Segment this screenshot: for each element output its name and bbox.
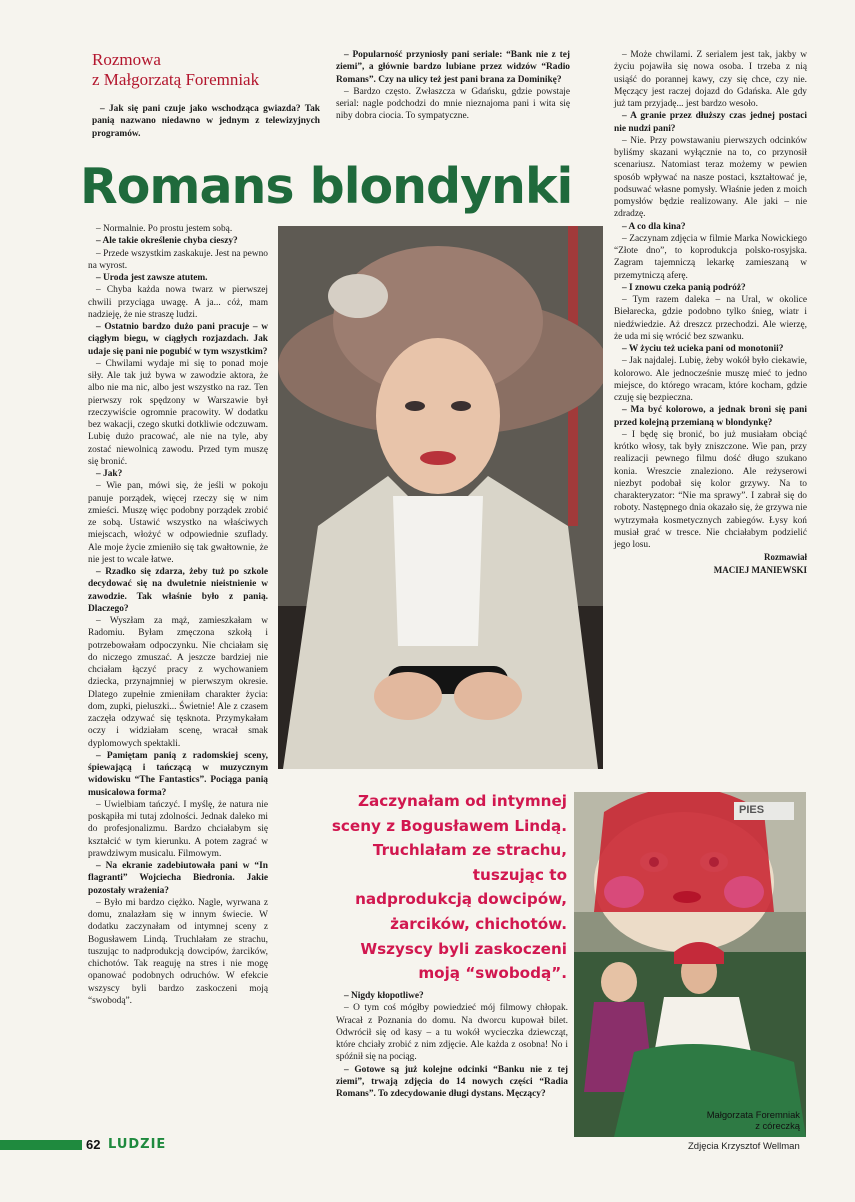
kicker-line-2: z Małgorzatą Foremniak [92, 70, 260, 89]
magazine-name: LUDZIE [108, 1137, 167, 1152]
question-paragraph: – I znowu czeka panią podróż? [622, 282, 746, 293]
article-title: Romans blondynki [80, 158, 573, 215]
answer-paragraph: – Tym razem daleka – na Ural, w okolice Biełarecka, gdzie podobno tylko śnieg, wiatr i niedźwiedzie. Aż dreszcz przechodzi. Ale wierzę, że uda mi się wrócić bez szwanku. [614, 295, 807, 342]
family-photo [574, 792, 806, 1137]
question-paragraph: – Ale takie określenie chyba cieszy? [96, 236, 238, 247]
question-paragraph: – Uroda jest zawsze atutem. [96, 273, 208, 283]
question-paragraph: – Gotowe są już kolejne odcinki “Banku nie z tej ziemi”, trwają zdjęcia do 14 nowych części “Radia Romans”. To zdecydowanie długi dystans. Męczący? [336, 1064, 568, 1099]
portrait-illustration [278, 226, 603, 769]
answer-paragraph: – Może chwilami. Z serialem jest tak, jakby w życiu pojawiła się nowa osoba. I trzeba z nią usiąść do porannej kawy, czy się chce, czy nie. Męczący jest raczej dojazd do Gdańska. Ale gdy już tam przyjadę... jest bardzo wesoło. [614, 50, 807, 109]
question-paragraph: – Ostatnio bardzo dużo pani pracuje – w ciągłym biegu, w ciągłych rozjazdach. Jak udaje się pani nie pogubić w tym wszystkim? [88, 322, 268, 357]
question-paragraph: – Jak? [96, 469, 123, 479]
photo-caption-line: Małgorzata Foremniak [706, 1109, 800, 1120]
family-illustration [574, 792, 806, 1137]
signature-author: MACIEJ MANIEWSKI [713, 564, 807, 575]
question-paragraph: – Nigdy kłopotliwe? [344, 991, 424, 1001]
question-paragraph: – Ma być kolorowo, a jednak broni się pani przed kolejną przemianą w blondynkę? [614, 405, 807, 428]
answer-paragraph: – Zaczynam zdjęcia w filmie Marka Nowickiego “Złote dno”, to koprodukcja polsko-rosyjska. Zagram tajemniczą lekarkę zamieszaną w przemytniczą aferę. [614, 233, 807, 281]
pull-quote-line: nadprodukcją dowcipów, [355, 890, 567, 909]
portrait-photo [278, 226, 603, 769]
photo-sign-text: PIES [739, 804, 765, 816]
intro-question-column [92, 103, 320, 140]
photo-caption [707, 1109, 800, 1131]
signature-label: Rozmawiał [764, 552, 807, 563]
pull-quote-line: Wszyscy byli zaskoczeni [360, 939, 567, 958]
pull-quote-line: sceny z Bogusławem Lindą. [331, 816, 567, 835]
middle-bottom-column [336, 990, 568, 1100]
photo-credit: Zdjęcia Krzysztof Wellman [688, 1141, 800, 1152]
top-middle-column [336, 49, 570, 123]
pull-quote-line: moją “swobodą”. [418, 964, 567, 983]
pull-quote [312, 789, 567, 986]
answer-paragraph: – Chyba każda nowa twarz w pierwszej chwili przyciąga uwagę. A ja... cóż, mam nadzieję, że nie straszę ludzi. [88, 285, 268, 320]
pull-quote-line: tuszując to [472, 865, 567, 884]
pull-quote-line: Zaczynałam od intymnej [358, 792, 567, 810]
answer-paragraph: – Było mi bardzo ciężko. Nagle, wyrwana z domu, znalazłam się w innym świecie. W dodatku zaczynałam od intymnej sceny z Bogusławem Lindą. Truchlałam ze strachu, tuszując to nadprodukcją dowcipów, żarcików, chichotów. Tak reaguję na stres i nie mogę opanować podobnych odruchów. W efekcie wszyscy byli bardzo zaskoczeni moją “swobodą”. [88, 897, 268, 1006]
left-column [88, 223, 268, 1007]
question-paragraph: – Jak się pani czuje jako wschodząca gwiazda? Tak panią nazwano niedawno w jednym z telewizyjnych programów. [92, 104, 320, 139]
answer-paragraph: – Bardzo często. Zwłaszcza w Gdańsku, gdzie powstaje serial: nagle podchodzi do mnie nieznajoma pani i wita się niby dobra ciocia. To sympatyczne. [336, 86, 570, 122]
pull-quote-line: żarcików, chichotów. [390, 914, 567, 933]
photo-caption-line: z córeczką [755, 1120, 800, 1131]
answer-paragraph: – Nie. Przy powstawaniu pierwszych odcinków byliśmy skazani wyłącznie na to, co przynosił scenariusz. Natomiast teraz możemy w pewien sposób wpływać na nasze postaci, kształtować je, podsuwać własne pomysły. Właśnie jeden z moich pomysłów będzie realizowany. Ale jaki – nie zdradzę. [614, 135, 807, 220]
answer-paragraph: – Wie pan, mówi się, że jeśli w pokoju panuje porządek, więcej rzeczy się w nim zmieści. Muszę więc podobny porządek zrobić ze sobą. Ustawić wszystko na właściwych miejscach, włożyć w odpowiednie szuflady. Ale moje życie zmieniło się tak gwałtownie, że nie jest to wcale łatwe. [88, 481, 268, 565]
question-paragraph: – Pamiętam panią z radomskiej sceny, śpiewającą i tańczącą w muzycznym widowisku “The Fantastics”. Pociąga panią musicalowa forma? [88, 750, 268, 798]
page-number: 62 [86, 1137, 101, 1152]
footer-accent-bar [0, 1140, 82, 1150]
pull-quote-line: Truchlałam ze strachu, [372, 841, 567, 860]
answer-paragraph: – I będę się bronić, bo już musiałam obciąć krótko włosy, tak były zniszczone. Wie pan, przy realizacji pewnego filmu dość długo szukano konia. Wreszcie znaleziono. Ale reżyserowi niezbyt podobał się kolor grzywy. Na to charakteryzator: “Nie ma sprawy”. I zabrał się do roboty. Następnego dnia okazało się, że grzywa nie wytrzymała kosmetycznych zabiegów. Łysy koń musiał grać w tresce. Nie chciałabym podzielić jego losu. [614, 429, 807, 550]
answer-paragraph: – O tym coś mógłby powiedzieć mój filmowy chłopak. Wracał z Poznania do domu. Na dworcu kupował bilet. Odwrócił się od kasy – a tu wokół wycieczka dziewcząt, które chciały zrobić z nim zdjęcie. Ale każda z osobna! No i spóźnił się na pociąg. [336, 1003, 568, 1063]
question-paragraph: – A co dla kina? [622, 221, 686, 232]
kicker [92, 50, 312, 90]
question-paragraph: – Na ekranie zadebiutowała pani w “In flagranti” Wojciecha Biedronia. Jakie pozostały wrażenia? [88, 861, 268, 896]
question-paragraph: – Popularność przyniosły pani seriale: “Bank nie z tej ziemi”, a głównie bardzo lubiane przez widzów “Radio Romans”. Czy na ulicy też jest pani brana za Dominikę? [336, 50, 570, 85]
answer-paragraph: – Wyszłam za mąż, zamieszkałam w Radomiu. Byłam zmęczona szkołą i potrzebowałam odpoczynku. Nie chciałam się do niczego zmuszać. A jeszcze bardziej nie chciałam łączyć pracy z wychowaniem dziecka, przynajmniej w pierwszym okresie. Dlatego zupełnie zmieniłam charakter życia: dom, zupki, pieluszki... Świetnie! Ale z czasem zaczęła odzywać się tęsknota. Przymykałam oczy i widziałam scenę, wracał smak dyplomowych spektakli. [88, 616, 268, 749]
question-paragraph: – W życiu też ucieka pani od monotonii? [622, 344, 784, 354]
answer-paragraph: – Chwilami wydaje mi się to ponad moje siły. Ale tak już bywa w zawodzie aktora, że albo nie ma nic, albo jest wszystko na raz. Ten pierwszy rok spędzony w Warszawie był rzeczywiście ogromnie pracowity. W dodatku bez wakacji, czego skutki dotkliwie odczuwam. Lubię dużo pracować, ale nie na tyle, aby zostać niewolnicą zawodu. Przed tym muszę się bronić. [88, 358, 268, 467]
answer-paragraph: – Normalnie. Po prostu jestem sobą. [96, 224, 233, 234]
right-column [614, 49, 807, 576]
answer-paragraph: – Uwielbiam tańczyć. I myślę, że natura nie poskąpiła mi tutaj zdolności. Jednak daleko mi do profesjonalizmu. Bardzo chciałabym się kształcić w tym kierunku. A potem zagrać w prawdziwym musicalu. Filmowym. [88, 799, 268, 859]
kicker-line-1: Rozmowa [92, 50, 161, 69]
question-paragraph: – Rzadko się zdarza, żeby tuż po szkole decydować się na dwuletnie nieistnienie w zawodzie. Tak właśnie było z panią. Dlaczego? [88, 567, 268, 614]
answer-paragraph: – Przede wszystkim zaskakuje. Jest na pewno na wyrost. [88, 248, 268, 271]
answer-paragraph: – Jak najdalej. Lubię, żeby wokół było ciekawie, kolorowo. Ale jednocześnie muszę mieć to jedno miejsce, do którego wracam, które kocham, gdzie czuję się bezpieczna. [614, 356, 807, 403]
question-paragraph: – A granie przez dłuższy czas jednej postaci nie nudzi pani? [614, 111, 807, 134]
